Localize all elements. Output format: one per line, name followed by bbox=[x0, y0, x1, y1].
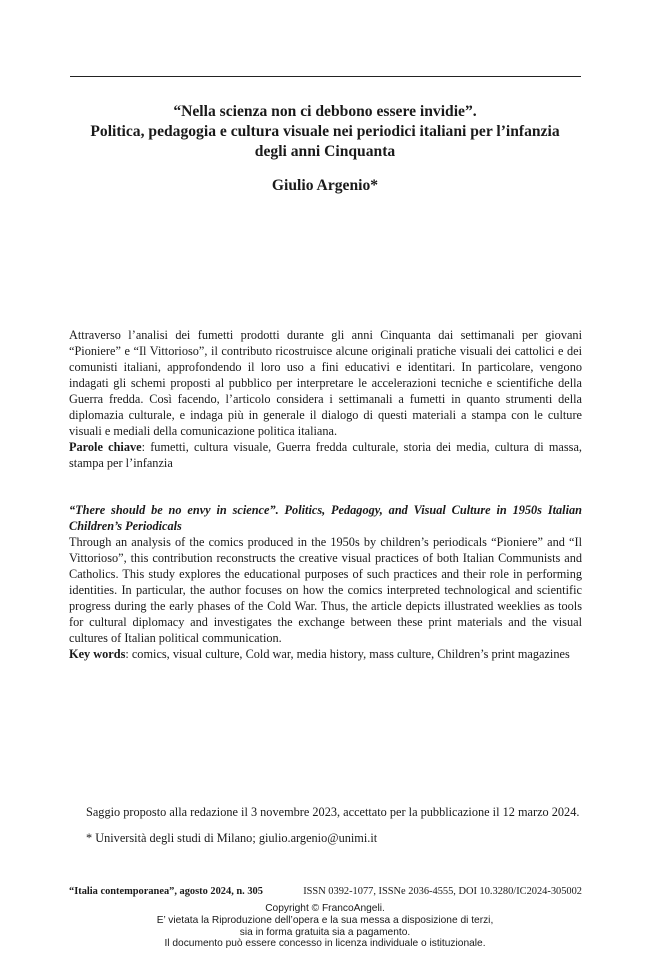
submission-note: Saggio proposto alla redazione il 3 novembre 2023, accettato per la pubblicazione il 12 marzo 2024. bbox=[86, 805, 580, 819]
footnotes bbox=[69, 804, 582, 846]
abstract-english bbox=[69, 502, 582, 662]
journal-citation: “Italia contemporanea”, agosto 2024, n. 305 bbox=[69, 886, 263, 897]
keywords-english-list: : comics, visual culture, Cold war, media history, mass culture, Children’s print magazines bbox=[125, 647, 570, 661]
keywords-italian-label: Parole chiave bbox=[69, 440, 142, 454]
abstract-italian-text: Attraverso l’analisi dei fumetti prodotti durante gli anni Cinquanta dai settimanali per giovani “Pioniere” e “Il Vittorioso”, il contributo ricostruisce alcune originali pratiche visuali dei cattolici e dei comunisti italiani, approfondendo il loro uso a fini educativi e identitari. In particolare, vengono indagati gli schemi proposti al pubblico per interpretare le accelerazioni tecniche e scientifiche della Guerra fredda. Così facendo, l’articolo considera i settimanali a fumetti in quanto strumenti della diplomazia culturale, e indaga più in generale il dialogo di questi materiali a stampa con le culture visuali e mediali della comunicazione politica italiana. bbox=[69, 328, 582, 438]
abstract-italian bbox=[69, 327, 582, 471]
author-name: Giulio Argenio* bbox=[271, 177, 379, 194]
article-title bbox=[60, 102, 590, 162]
title-line-3: degli anni Cinquanta bbox=[254, 143, 396, 160]
title-line-2: Politica, pedagogia e cultura visuale nei periodici italiani per l’infanzia bbox=[90, 123, 560, 140]
top-rule bbox=[70, 76, 581, 77]
abstract-english-text: Through an analysis of the comics produced in the 1950s by children’s periodicals “Pioniere” and “Il Vittorioso”, this contribution reconstructs the creative visual practices of both Italian Communists and Catholics. This study explores the educational purposes of such practices and their role in performing identities. In particular, the author focuses on how the comics interpreted technological and scientific progress during the early phases of the Cold War. Thus, the article depicts illustrated weeklies as tools for cultural diplomacy and investigates the exchange between these print materials and the visual cultures of Italian political communication. bbox=[69, 535, 582, 645]
copyright-line: E’ vietata la Riproduzione dell’opera e la sua messa a disposizione di terzi, bbox=[156, 914, 494, 926]
copyright-line: Il documento può essere concesso in licenza individuale o istituzionale. bbox=[164, 938, 486, 950]
issn-doi: ISSN 0392-1077, ISSNe 2036-4555, DOI 10.3280/IC2024-305002 bbox=[303, 886, 582, 897]
keywords-italian-list: : fumetti, cultura visuale, Guerra fredda culturale, storia dei media, cultura di massa, stampa per l’infanzia bbox=[69, 440, 582, 470]
affiliation-note: * Università degli studi di Milano; giulio.argenio@unimi.it bbox=[86, 831, 378, 845]
keywords-english-label: Key words bbox=[69, 647, 126, 661]
copyright-line: sia in forma gratuita sia a pagamento. bbox=[239, 926, 411, 938]
title-line-1: “Nella scienza non ci debbono essere invidie”. bbox=[173, 103, 477, 120]
keywords-english bbox=[69, 646, 582, 662]
journal-info bbox=[69, 886, 582, 897]
english-title: “There should be no envy in science”. Politics, Pedagogy, and Visual Culture in 1950s Italian Children’s Periodicals bbox=[69, 503, 582, 533]
copyright-line: Copyright © FrancoAngeli. bbox=[265, 903, 385, 914]
keywords-italian bbox=[69, 439, 582, 471]
copyright-notice bbox=[60, 903, 590, 950]
